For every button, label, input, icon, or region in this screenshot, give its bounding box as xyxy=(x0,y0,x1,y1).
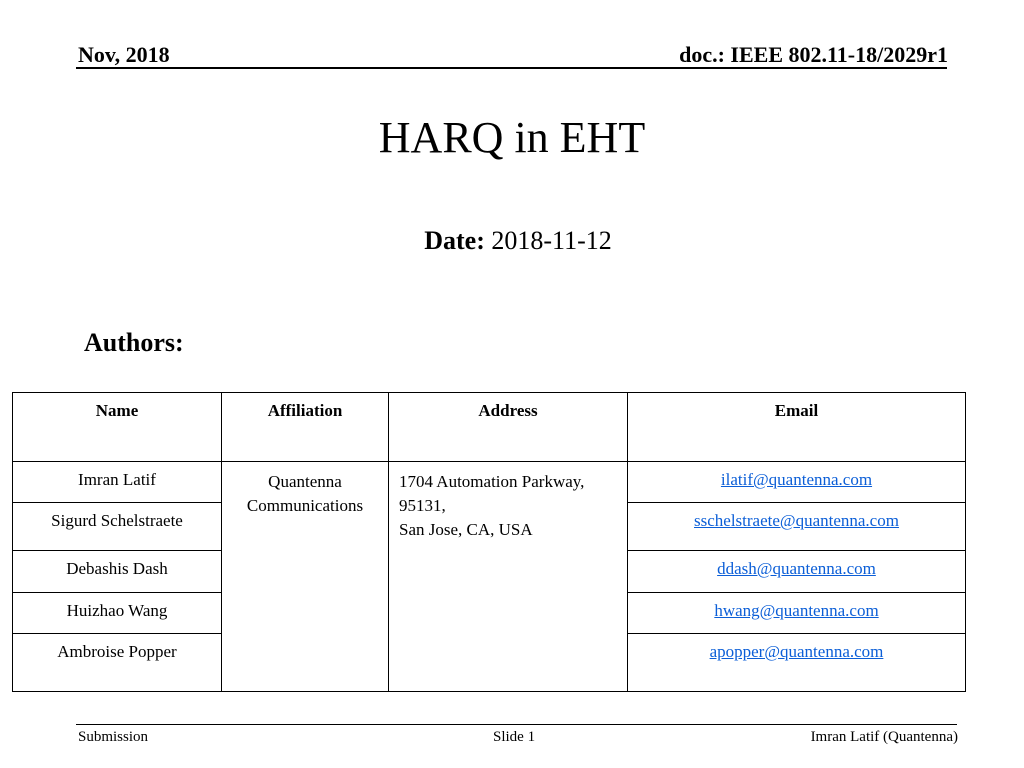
table-row xyxy=(13,462,966,503)
authors-heading: Authors: xyxy=(84,328,184,357)
author-email-cell xyxy=(628,634,966,692)
footer-rule xyxy=(76,724,957,725)
address-line: 1704 Automation Parkway, xyxy=(399,472,585,491)
author-email-link[interactable]: ddash@quantenna.com xyxy=(717,559,876,578)
author-email-link[interactable]: apopper@quantenna.com xyxy=(709,642,884,661)
header-rule xyxy=(76,67,947,69)
table-header-row xyxy=(13,393,966,462)
column-header-address: Address xyxy=(389,393,628,462)
author-name: Ambroise Popper xyxy=(13,634,222,692)
author-email-cell xyxy=(628,551,966,593)
header-doc-id: doc.: IEEE 802.11-18/2029r1 xyxy=(679,42,948,67)
slide-title: HARQ in EHT xyxy=(378,113,646,162)
author-email-cell xyxy=(628,462,966,503)
date-label: Date: xyxy=(424,226,485,255)
authors-table xyxy=(12,392,966,692)
affiliation-line: Quantenna xyxy=(268,472,342,491)
column-header-email: Email xyxy=(628,393,966,462)
footer-slide-number: Slide 1 xyxy=(493,729,536,745)
author-email-cell xyxy=(628,593,966,634)
author-name: Debashis Dash xyxy=(13,551,222,593)
slide-date xyxy=(0,226,1024,256)
affiliation-line: Communications xyxy=(246,496,364,515)
author-email-link[interactable]: ilatif@quantenna.com xyxy=(720,470,873,489)
footer-submission: Submission xyxy=(78,729,149,745)
author-email-cell xyxy=(628,503,966,551)
author-affiliation xyxy=(222,462,389,692)
address-line: San Jose, CA, USA xyxy=(399,520,533,539)
column-header-name: Name xyxy=(13,393,222,462)
author-email-link[interactable]: sschelstraete@quantenna.com xyxy=(694,511,899,530)
address-line: 95131, xyxy=(399,496,446,515)
author-name: Sigurd Schelstraete xyxy=(13,503,222,551)
author-name: Huizhao Wang xyxy=(13,593,222,634)
date-value: 2018-11-12 xyxy=(491,226,612,255)
footer-author: Imran Latif (Quantenna) xyxy=(810,729,958,745)
author-name: Imran Latif xyxy=(13,462,222,503)
author-address xyxy=(389,462,628,692)
header-date: Nov, 2018 xyxy=(78,42,170,67)
author-email-link[interactable]: hwang@quantenna.com xyxy=(714,601,879,620)
column-header-affiliation: Affiliation xyxy=(222,393,389,462)
